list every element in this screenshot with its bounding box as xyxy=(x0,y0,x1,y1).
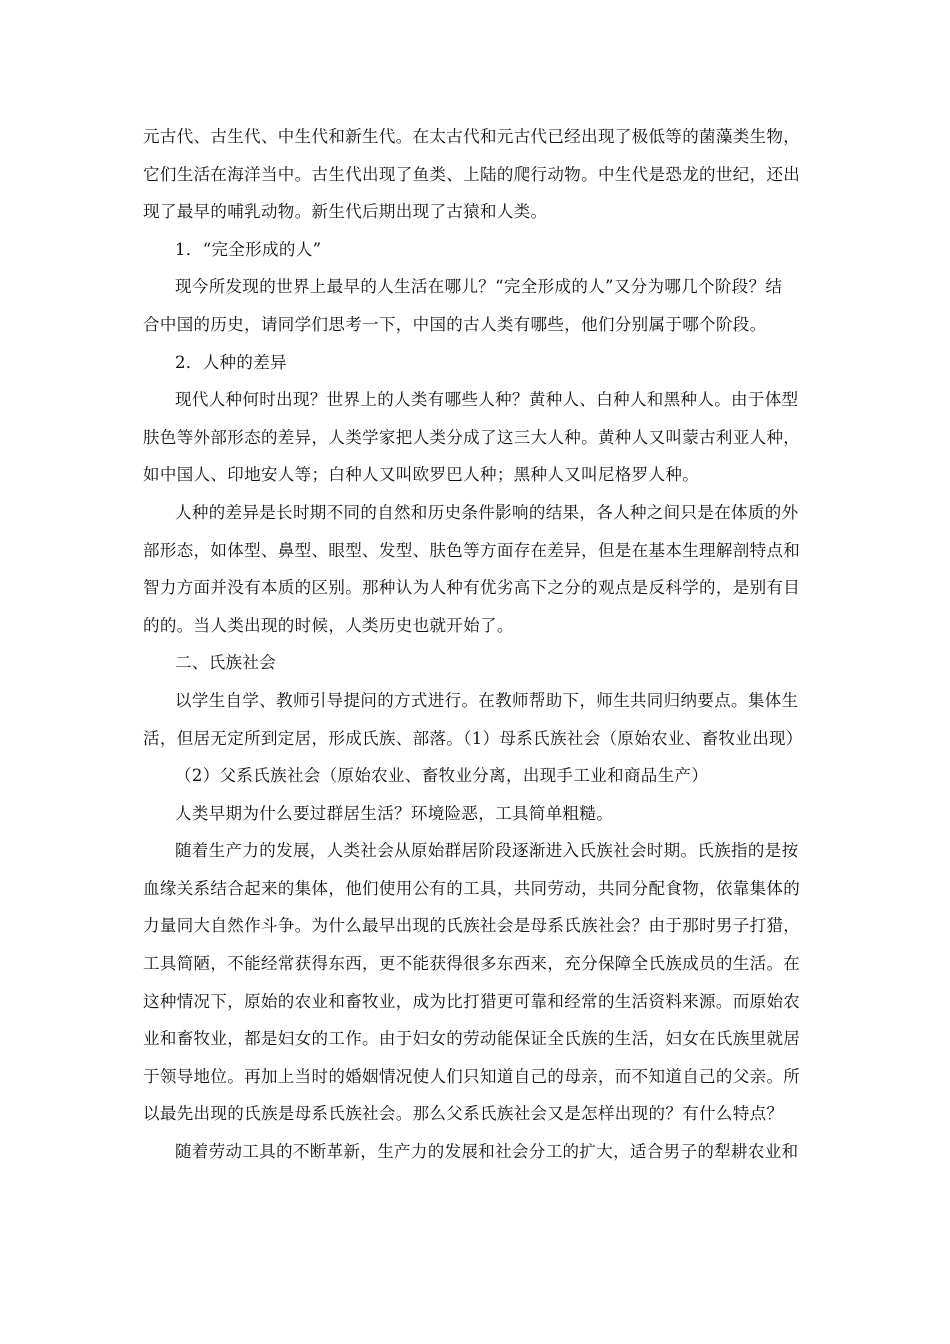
text-line: 人类早期为什么要过群居生活？环境险恶，工具简单粗糙。 xyxy=(175,803,614,823)
text-line: 肤色等外部形态的差异，人类学家把人类分成了这三大人种。黄种人又叫蒙古利亚人种， xyxy=(143,427,801,447)
text-line: 以学生自学、教师引导提问的方式进行。在教师帮助下，师生共同归纳要点。集体生 xyxy=(175,690,799,710)
document-body xyxy=(143,118,813,1171)
text-line: 它们生活在海洋当中。古生代出现了鱼类、上陆的爬行动物。中生代是恐龙的世纪，还出 xyxy=(143,164,801,184)
section-heading: 1．“完全形成的人” xyxy=(175,239,322,259)
text-line: 智力方面并没有本质的区别。那种认为人种有优劣高下之分的观点是反科学的，是别有目 xyxy=(143,578,801,598)
text-line: 以最先出现的氏族是母系氏族社会。那么父系氏族社会又是怎样出现的？有什么特点？ xyxy=(143,1104,784,1124)
section-heading: 二、氏族社会 xyxy=(175,653,277,673)
text-line: 如中国人、印地安人等；白种人又叫欧罗巴人种；黑种人又叫尼格罗人种。 xyxy=(143,465,700,485)
text-line: 随着劳动工具的不断革新，生产力的发展和社会分工的扩大，适合男子的犁耕农业和 xyxy=(175,1142,799,1162)
text-line: 的的。当人类出现的时候，人类历史也就开始了。 xyxy=(143,615,514,635)
text-line: 于领导地位。再加上当时的婚姻情况使人们只知道自己的母亲，而不知道自己的父亲。所 xyxy=(143,1066,801,1086)
text-line: 元古代、古生代、中生代和新生代。在太古代和元古代已经出现了极低等的菌藻类生物， xyxy=(143,127,801,146)
text-line: 力量同大自然作斗争。为什么最早出现的氏族社会是母系氏族社会？由于那时男子打猎， xyxy=(143,916,801,936)
text-line: 活，但居无定所到定居，形成氏族、部落。（1）母系氏族社会（原始农业、畜牧业出现） xyxy=(143,728,803,748)
text-line: 部形态，如体型、鼻型、眼型、发型、肤色等方面存在差异，但是在基本生理解剖特点和 xyxy=(143,540,801,560)
text-line: 人种的差异是长时期不同的自然和历史条件影响的结果，各人种之间只是在体质的外 xyxy=(175,502,799,522)
text-line: 现了最早的哺乳动物。新生代后期出现了古猿和人类。 xyxy=(143,202,548,222)
section-heading: 2．人种的差异 xyxy=(175,352,287,372)
text-line: 血缘关系结合起来的集体，他们使用公有的工具，共同劳动，共同分配食物，依靠集体的 xyxy=(143,878,801,898)
text-line: 随着生产力的发展，人类社会从原始群居阶段逐渐进入氏族社会时期。氏族指的是按 xyxy=(175,841,799,861)
text-line: 业和畜牧业，都是妇女的工作。由于妇女的劳动能保证全氏族的生活，妇女在氏族里就居 xyxy=(143,1029,801,1049)
text-line: 工具简陋，不能经常获得东西，更不能获得很多东西来，充分保障全氏族成员的生活。在 xyxy=(143,954,801,974)
text-line: 现今所发现的世界上最早的人生活在哪儿？“完全形成的人”又分为哪几个阶段？结 xyxy=(175,277,783,297)
text-line: 现代人种何时出现？世界上的人类有哪些人种？黄种人、白种人和黑种人。由于体型 xyxy=(175,390,799,410)
text-line: 合中国的历史，请同学们思考一下，中国的古人类有哪些，他们分别属于哪个阶段。 xyxy=(143,314,767,334)
text-line: （2）父系氏族社会（原始农业、畜牧业分离，出现手工业和商品生产） xyxy=(175,766,709,786)
text-line: 这种情况下，原始的农业和畜牧业，成为比打猎更可靠和经常的生活资料来源。而原始农 xyxy=(143,991,801,1011)
